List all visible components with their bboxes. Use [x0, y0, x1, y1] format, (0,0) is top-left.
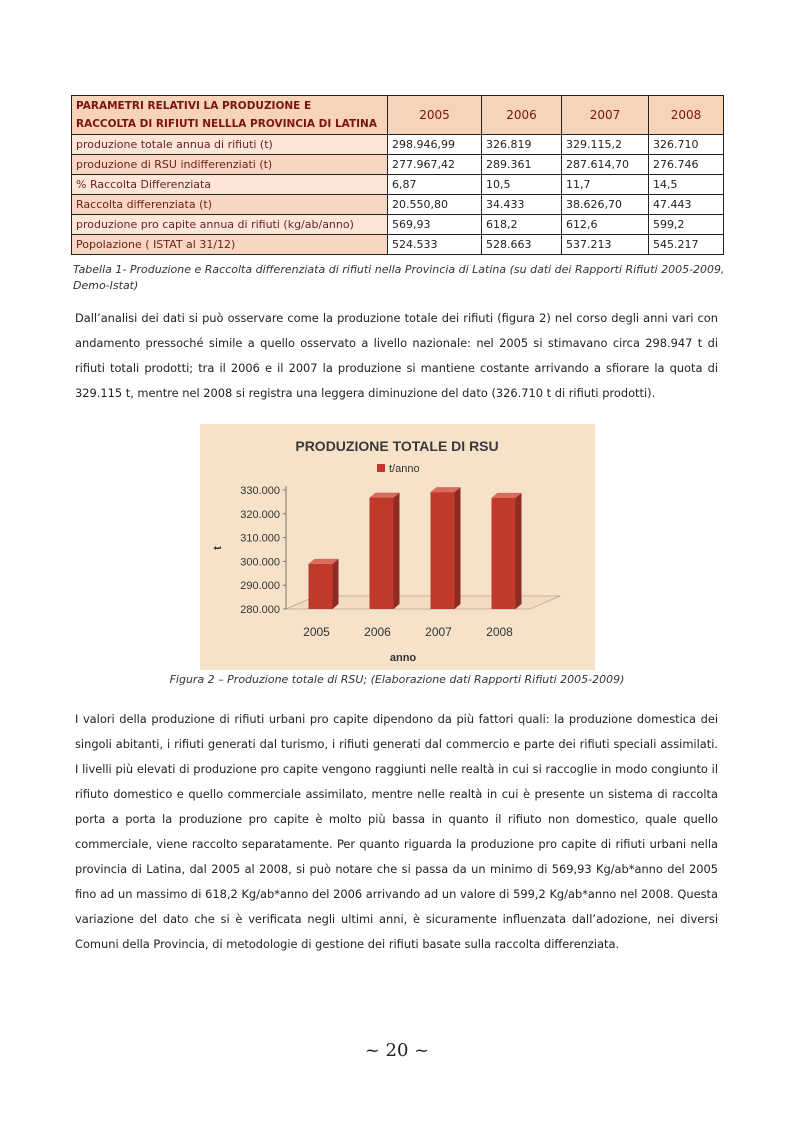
y-tick-label: 300.000	[240, 556, 280, 569]
cell-value: 276.746	[649, 155, 724, 175]
cell-value: 545.217	[649, 235, 724, 255]
header-year: 2005	[388, 96, 482, 135]
table-row	[72, 215, 724, 235]
table-row	[72, 195, 724, 215]
cell-value: 14,5	[649, 175, 724, 195]
header-year: 2007	[562, 96, 649, 135]
x-tick-label: 2005	[303, 625, 330, 639]
row-label: Raccolta differenziata (t)	[72, 195, 388, 215]
bar-side	[394, 493, 400, 609]
cell-value: 47.443	[649, 195, 724, 215]
cell-value: 277.967,42	[388, 155, 482, 175]
x-tick-label: 2008	[486, 625, 513, 639]
table-header-row	[72, 96, 724, 135]
cell-value: 326.710	[649, 135, 724, 155]
table-row	[72, 155, 724, 175]
bar-chart	[200, 424, 595, 670]
cell-value: 528.663	[482, 235, 562, 255]
params-table	[71, 95, 724, 255]
bar-front	[431, 492, 455, 609]
cell-value: 298.946,99	[388, 135, 482, 155]
table-row	[72, 135, 724, 155]
cell-value: 6,87	[388, 175, 482, 195]
bar-front	[309, 564, 333, 609]
y-tick-label: 320.000	[240, 508, 280, 521]
page-number: ~ 20 ~	[364, 1040, 430, 1061]
y-axis-label: t	[212, 546, 224, 550]
header-label-line1: PARAMETRI RELATIVI LA PRODUZIONE E	[76, 100, 312, 112]
y-tick-label: 330.000	[240, 485, 280, 497]
cell-value: 10,5	[482, 175, 562, 195]
paragraph-pro-capite: I valori della produzione di rifiuti urbani pro capite dipendono da più fattori quali: la produzione domestica dei singoli abitanti, i rifiuti generati dal turismo, i rifiuti generati dal commercio e parte dei rifiuti speciali assimilati. I livelli più elevati di produzione pro capite vengono raggiunti nelle realtà in cui si raccoglie in modo congiunto il rifiuto domestico e quello commerciale assimilato, mentre nelle realtà in cui è presente un sistema di raccolta porta a porta la produzione pro capite è molto più bassa in quanto il rifiuto non domestico, quale quello commerciale, viene raccolto separatamente. Per quanto riguarda la produzione pro capite di rifiuti urbani nella provincia di Latina, dal 2005 al 2008, si può notare che si passa da un minimo di 569,93 Kg/ab*anno del 2005 fino ad un massimo di 618,2 Kg/ab*anno del 2006 arrivando ad un valore di 599,2 Kg/ab*anno nel 2008. Questa variazione del dato che si è verificata negli ultimi anni, è sicuramente influenzata dall’adozione, nei diversi Comuni della Provincia, di metodologie di gestione dei rifiuti basate sulla raccolta differenziata.	[75, 712, 718, 951]
header-year: 2006	[482, 96, 562, 135]
x-ticks	[303, 625, 513, 639]
cell-value: 618,2	[482, 215, 562, 235]
bar-front	[492, 498, 516, 609]
bar-side	[455, 487, 461, 609]
y-tick-label: 290.000	[240, 580, 280, 593]
bar-front	[370, 498, 394, 609]
legend-label: t/anno	[389, 463, 420, 475]
y-ticks	[240, 485, 286, 616]
x-axis-label: anno	[389, 652, 417, 664]
row-label: % Raccolta Differenziata	[72, 175, 388, 195]
cell-value: 38.626,70	[562, 195, 649, 215]
bar	[431, 487, 461, 609]
x-tick-label: 2007	[425, 625, 452, 639]
y-tick-label: 310.000	[240, 532, 280, 545]
chart-title: PRODUZIONE TOTALE DI RSU	[295, 438, 499, 454]
cell-value: 329.115,2	[562, 135, 649, 155]
table-caption: Tabella 1- Produzione e Raccolta differenziata di rifiuti nella Provincia di Latina (su dati dei Rapporti Rifiuti 2005-2009, Demo-Istat)	[73, 263, 725, 292]
row-label: Popolazione ( ISTAT al 31/12)	[72, 235, 388, 255]
paragraph-analysis: Dall’analisi dei dati si può osservare come la produzione totale dei rifiuti (figura 2) nel corso degli anni vari con andamento pressoché simile a quello osservato a livello nazionale: nel 2005 si stimavano circa 298.947 t di rifiuti totali prodotti; tra il 2006 e il 2007 la produzione si mantiene costante arrivando a sfiorare la quota di 329.115 t, mentre nel 2008 si registra una leggera diminuzione del dato (326.710 t di rifiuti prodotti).	[75, 311, 718, 400]
x-tick-label: 2006	[364, 625, 391, 639]
table-row	[72, 175, 724, 195]
legend-swatch	[377, 464, 385, 472]
cell-value: 287.614,70	[562, 155, 649, 175]
cell-value: 612,6	[562, 215, 649, 235]
cell-value: 326.819	[482, 135, 562, 155]
cell-value: 289.361	[482, 155, 562, 175]
cell-value: 524.533	[388, 235, 482, 255]
bar	[309, 559, 339, 609]
cell-value: 34.433	[482, 195, 562, 215]
table-row	[72, 235, 724, 255]
params-table-wrap	[71, 95, 723, 255]
row-label: produzione totale annua di rifiuti (t)	[72, 135, 388, 155]
header-year: 2008	[649, 96, 724, 135]
header-label-line2: RACCOLTA DI RIFIUTI NELLLA PROVINCIA DI LATINA	[76, 118, 377, 130]
bars	[309, 487, 522, 609]
table-header-label	[72, 96, 388, 135]
cell-value: 11,7	[562, 175, 649, 195]
chart-container	[200, 424, 595, 670]
cell-value: 599,2	[649, 215, 724, 235]
bar	[370, 493, 400, 609]
row-label: produzione di RSU indifferenziati (t)	[72, 155, 388, 175]
cell-value: 537.213	[562, 235, 649, 255]
bar	[492, 493, 522, 609]
bar-side	[516, 493, 522, 609]
cell-value: 569,93	[388, 215, 482, 235]
bar-side	[333, 559, 339, 609]
row-label: produzione pro capite annua di rifiuti (kg/ab/anno)	[72, 215, 388, 235]
y-tick-label: 280.000	[240, 604, 280, 616]
figure-caption: Figura 2 – Produzione totale di RSU; (Elaborazione dati Rapporti Rifiuti 2005-2009)	[169, 673, 625, 686]
cell-value: 20.550,80	[388, 195, 482, 215]
